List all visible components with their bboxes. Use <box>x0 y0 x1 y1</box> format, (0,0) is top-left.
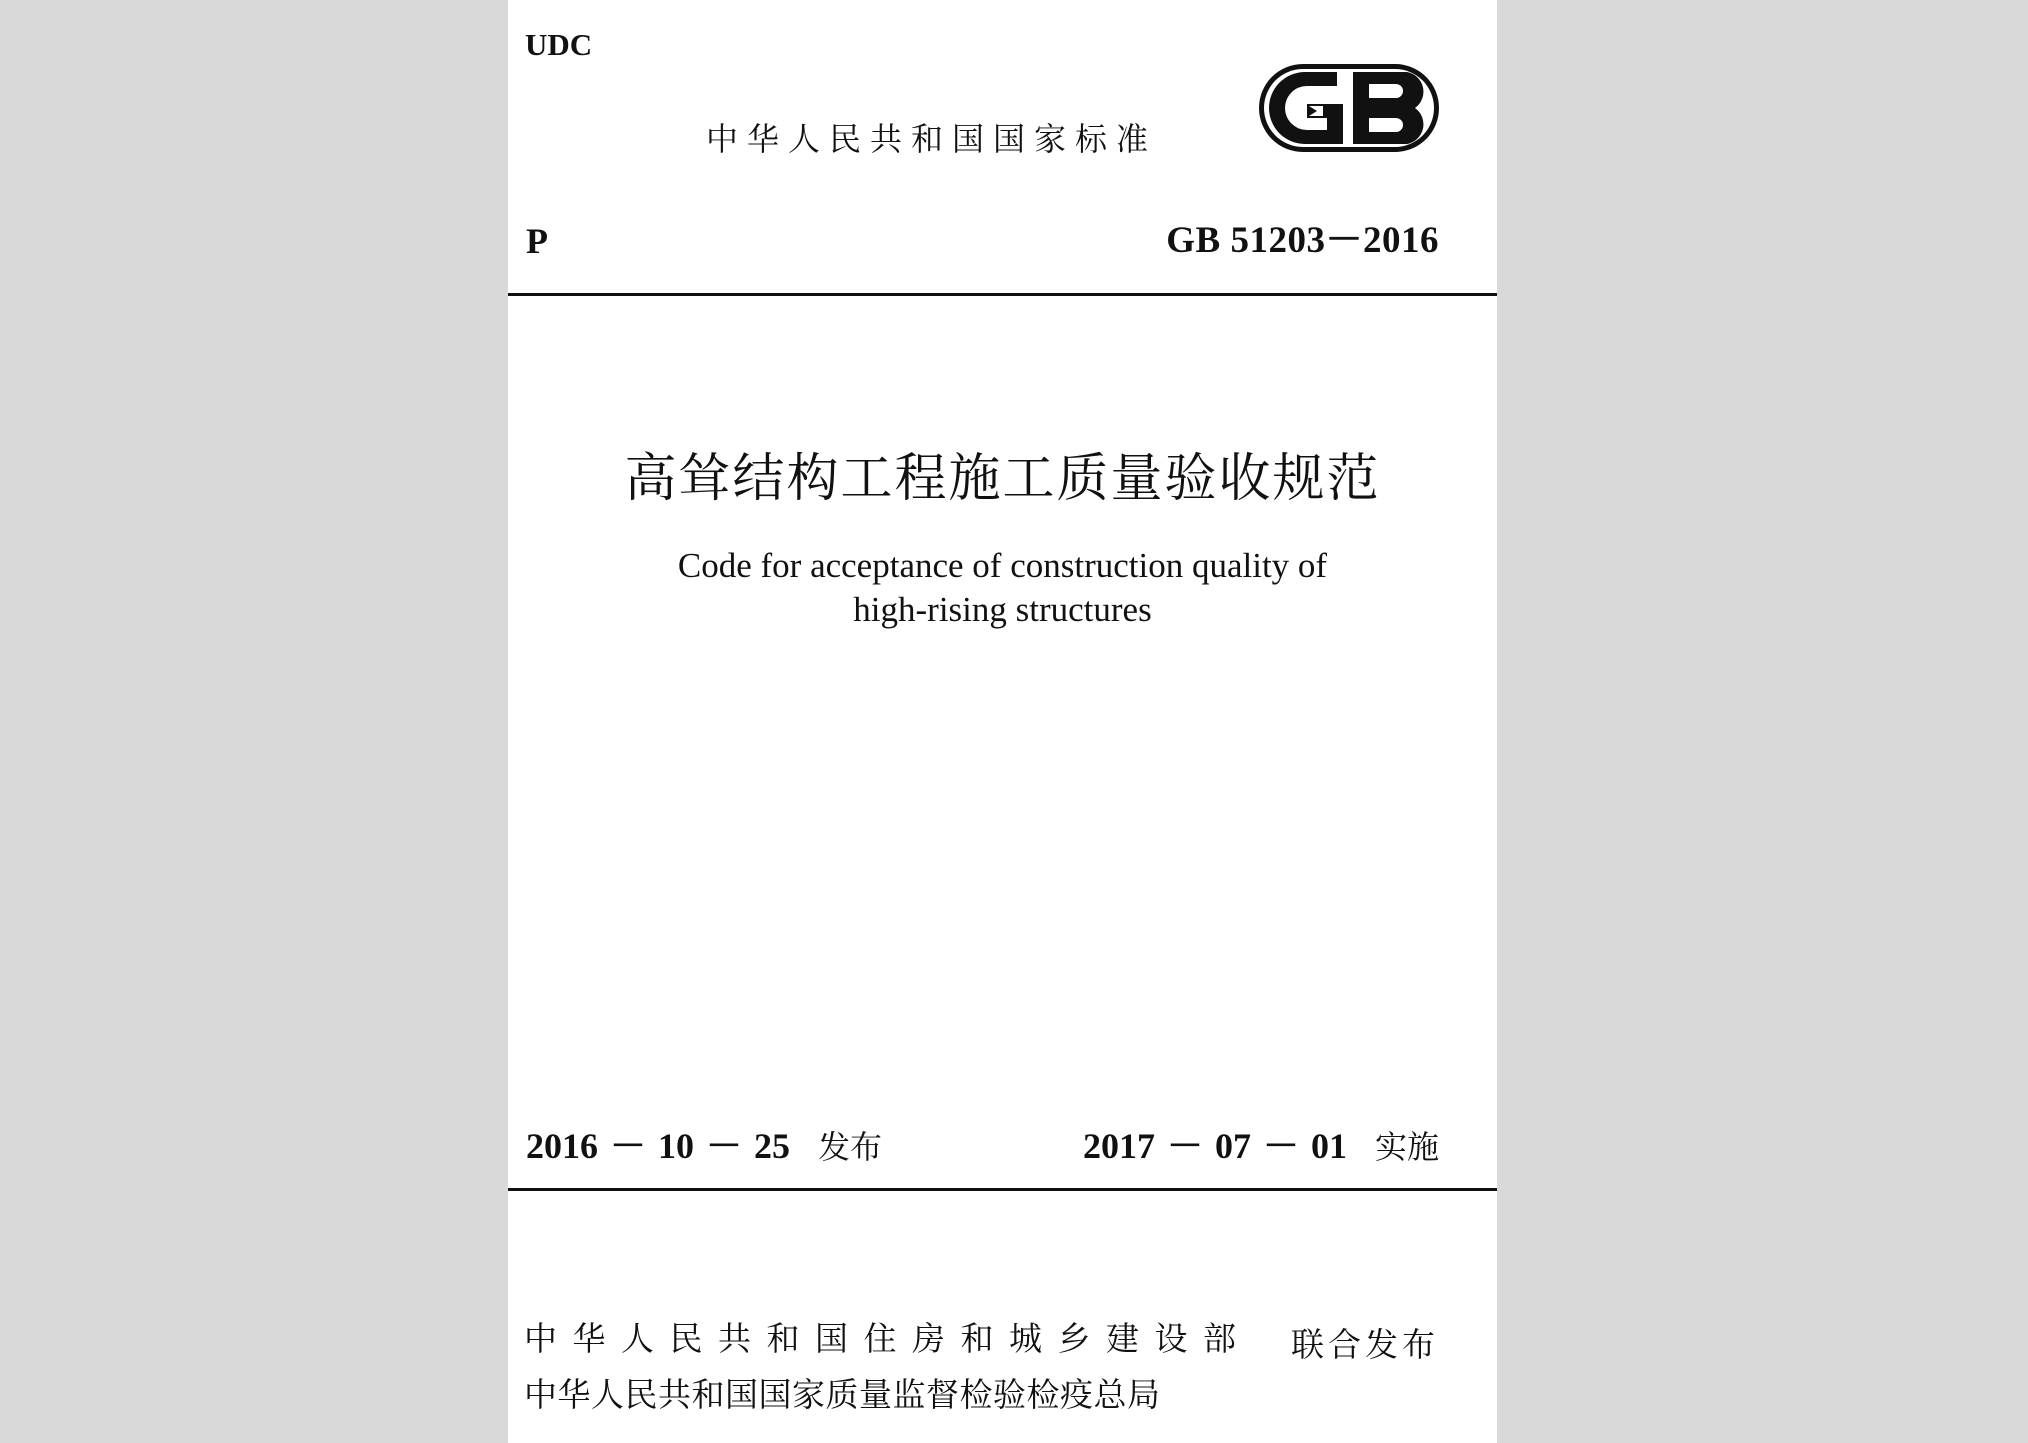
classification-code: P <box>526 221 548 261</box>
issuer-aqsiq: 中华人民共和国国家质量监督检验检疫总局 <box>524 1375 1161 1414</box>
issue-month: 10 <box>658 1126 695 1166</box>
issue-label: 发布 <box>818 1128 883 1166</box>
issue-day: 25 <box>754 1126 791 1166</box>
standard-number: GB 51203－2016 <box>1166 220 1439 261</box>
issuer-ministry-housing: 中华人民共和国住房和城乡建设部 <box>524 1319 1252 1358</box>
date-separator: － <box>706 1126 743 1166</box>
bottom-divider <box>508 1188 1497 1191</box>
national-standard-label: 中华人民共和国国家标准 <box>706 120 1158 158</box>
title-english-line1: Code for acceptance of construction quality of <box>677 546 1328 585</box>
impl-day: 01 <box>1310 1126 1347 1166</box>
joint-issue-label: 联合发布 <box>1291 1325 1439 1364</box>
title-chinese: 高耸结构工程施工质量验收规范 <box>624 451 1381 508</box>
date-separator: － <box>610 1126 647 1166</box>
title-english-line2: high-rising structures <box>853 590 1152 629</box>
implementation-label: 实施 <box>1374 1128 1439 1166</box>
impl-year: 2017 <box>1082 1126 1155 1166</box>
top-divider <box>508 293 1497 296</box>
date-separator: － <box>1166 1126 1203 1166</box>
impl-month: 07 <box>1214 1126 1251 1166</box>
issue-year: 2016 <box>526 1126 598 1166</box>
implementation-date <box>1083 1126 1439 1167</box>
date-separator: － <box>1262 1126 1299 1166</box>
document-cover-page <box>508 0 1497 1443</box>
udc-label: UDC <box>525 27 593 62</box>
title-english <box>508 544 1497 632</box>
issue-date <box>526 1126 882 1167</box>
gb-logo-icon <box>1257 62 1441 154</box>
